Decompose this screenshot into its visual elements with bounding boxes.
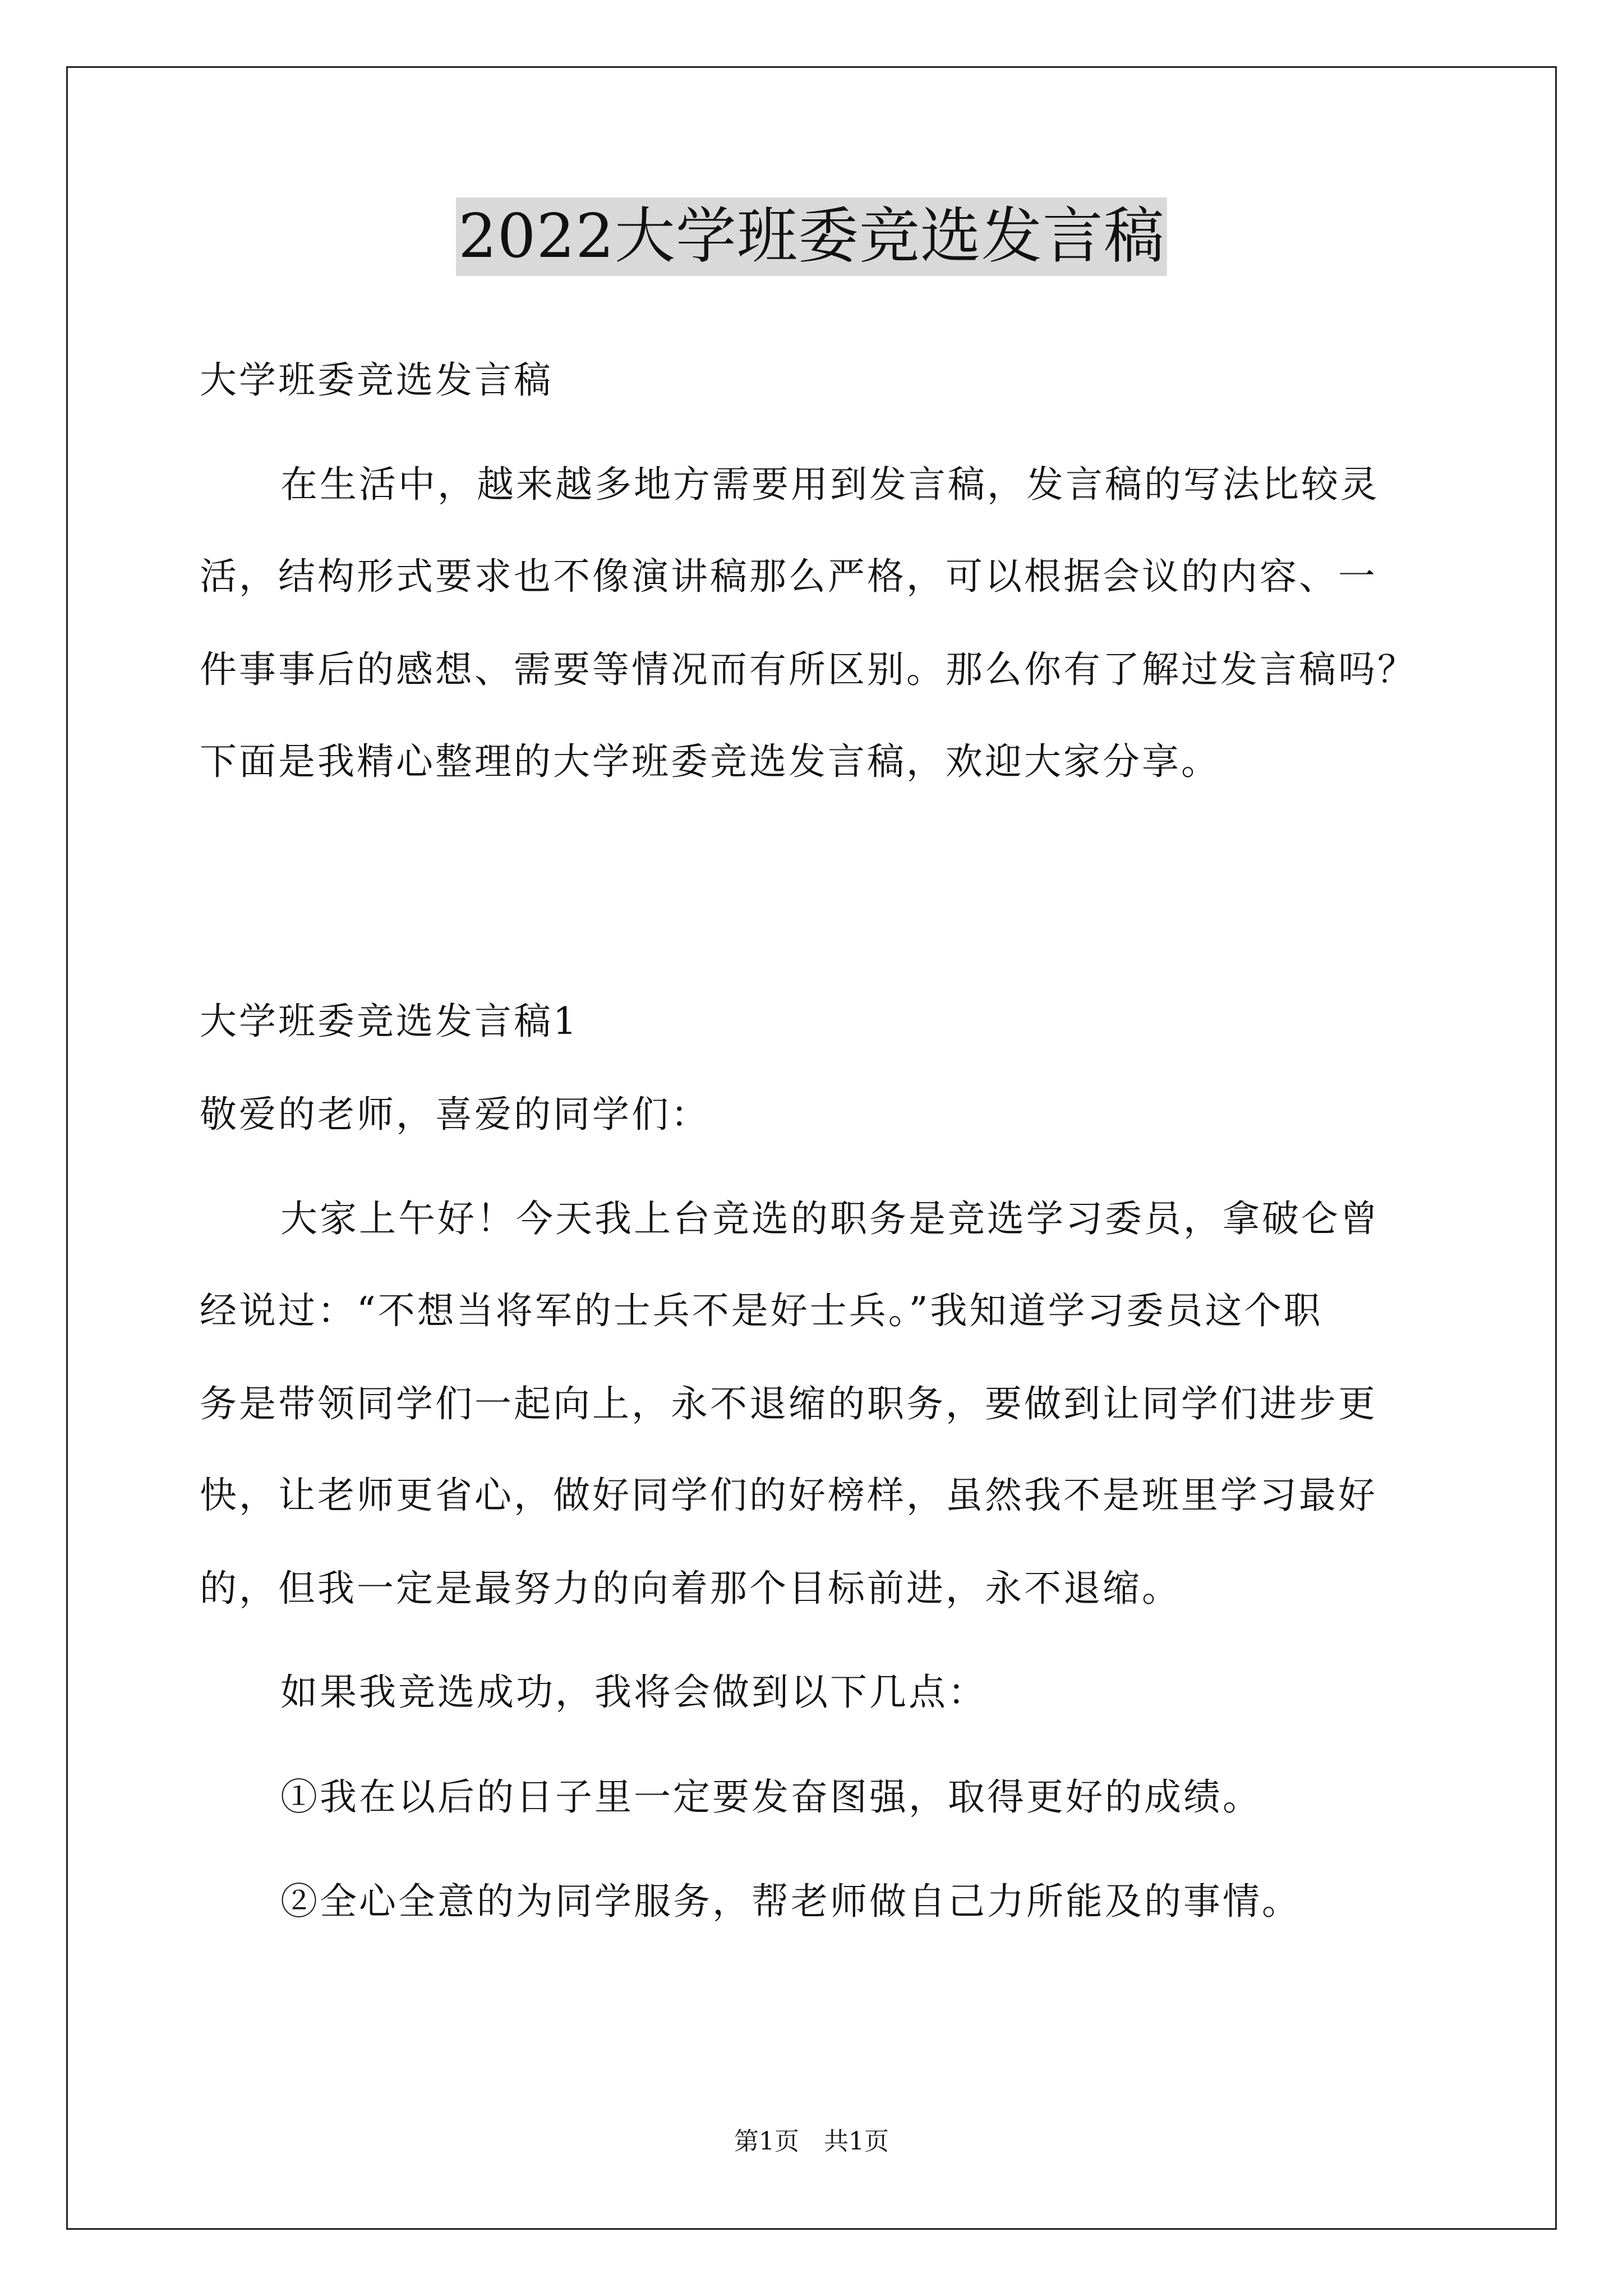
document-title: 2022大学班委竞选发言稿 <box>456 197 1167 276</box>
paragraph-line: 大家上午好！今天我上台竞选的职务是竞选学习委员，拿破仑曾 <box>280 1197 1380 1240</box>
subtitle: 大学班委竞选发言稿 <box>200 358 553 402</box>
paragraph-line: 下面是我精心整理的大学班委竞选发言稿，欢迎大家分享。 <box>200 740 1220 783</box>
list-item: ②全心全意的为同学服务，帮老师做自己力所能及的事情。 <box>280 1880 1301 1923</box>
paragraph-line: 活，结构形式要求也不像演讲稿那么严格，可以根据会议的内容、一 <box>200 555 1377 598</box>
paragraph-line: 务是带领同学们一起向上，永不退缩的职务，要做到让同学们进步更 <box>200 1382 1377 1425</box>
paragraph-line: 快，让老师更省心，做好同学们的好榜样，虽然我不是班里学习最好 <box>200 1474 1377 1517</box>
salutation: 敬爱的老师，喜爱的同学们： <box>200 1093 710 1136</box>
page-footer: 第1页 共1页 <box>734 2127 889 2156</box>
paragraph-line: 件事事后的感想、需要等情况而有所区别。那么你有了解过发言稿吗？ <box>200 648 1417 691</box>
paragraph-line: 的，但我一定是最努力的向着那个目标前进，永不退缩。 <box>200 1567 1181 1610</box>
title-container <box>0 197 1623 276</box>
list-item: ①我在以后的日子里一定要发奋图强，取得更好的成绩。 <box>280 1775 1262 1819</box>
paragraph-line: 经说过：“不想当将军的士兵不是好士兵。”我知道学习委员这个职 <box>200 1289 1323 1332</box>
paragraph-line: 如果我竞选成功，我将会做到以下几点： <box>280 1671 987 1714</box>
section-heading: 大学班委竞选发言稿1 <box>200 1000 579 1043</box>
paragraph-line: 在生活中，越来越多地方需要用到发言稿，发言稿的写法比较灵 <box>280 463 1380 506</box>
